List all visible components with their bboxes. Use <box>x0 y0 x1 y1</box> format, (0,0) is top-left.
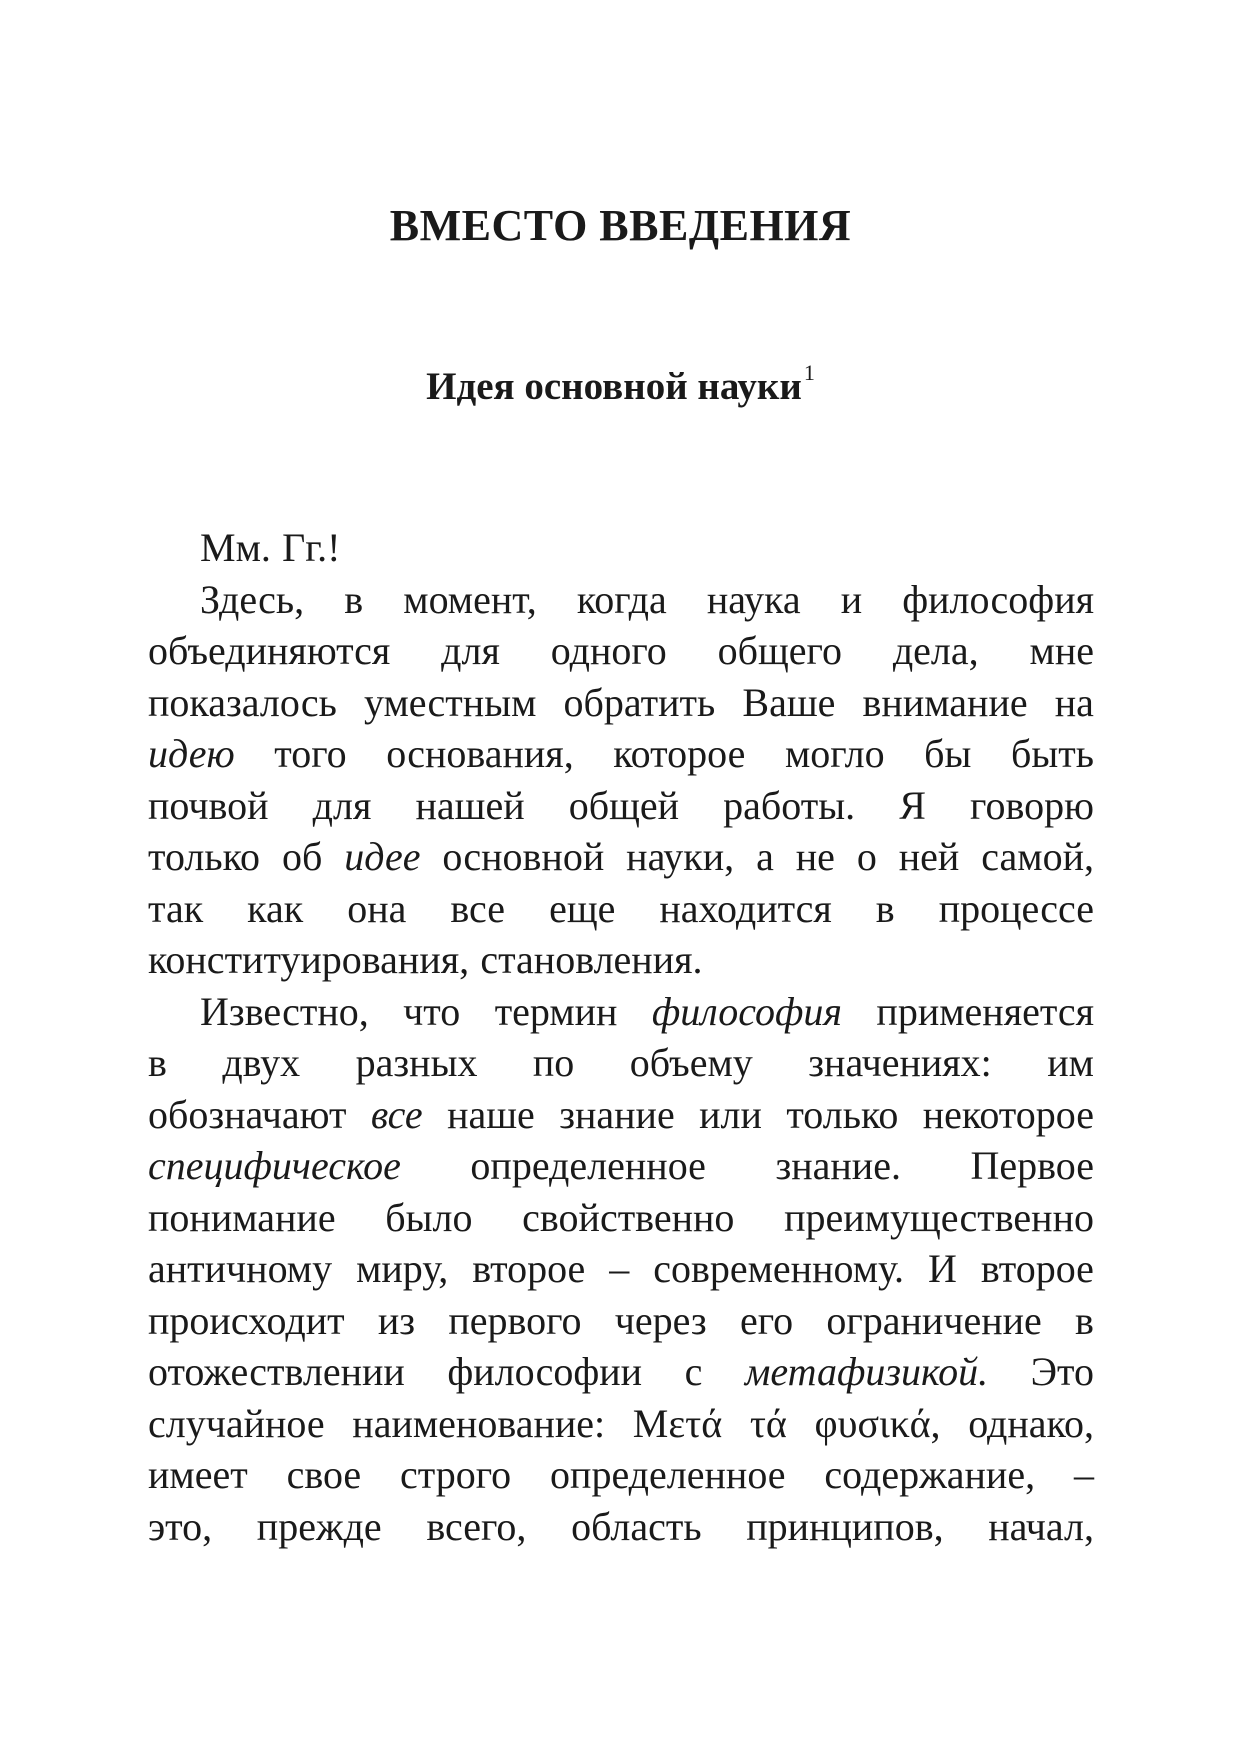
word: двух <box>222 1040 301 1085</box>
text-line <box>148 986 1094 1038</box>
emphasized-word: все <box>370 1091 423 1137</box>
word: миру, <box>356 1246 449 1291</box>
word: дела, <box>892 628 979 673</box>
word: объединяются <box>148 628 391 673</box>
emphasized-word: метафизикой. <box>744 1349 989 1394</box>
footnote-reference[interactable]: 1 <box>803 360 815 385</box>
word: которое <box>613 731 746 776</box>
text-line <box>148 1243 1094 1295</box>
word: имеет <box>148 1452 248 1497</box>
word: это, <box>148 1503 213 1549</box>
word: так <box>148 885 204 931</box>
text-line <box>148 1398 1094 1450</box>
word: Это <box>1030 1349 1094 1394</box>
text-line <box>148 677 1094 729</box>
word: τά <box>749 1400 787 1446</box>
word: содержание, <box>824 1452 1036 1497</box>
word: современному. <box>653 1246 905 1291</box>
word: процессе <box>938 885 1094 931</box>
word: наше <box>447 1091 535 1137</box>
word: могло <box>784 731 885 776</box>
word: с <box>684 1349 703 1394</box>
word: быть <box>1010 731 1094 776</box>
word: ограничение <box>826 1297 1042 1343</box>
emphasized-word: идею <box>148 731 235 776</box>
word: показалось <box>148 679 337 725</box>
chapter-title: ВМЕСТО ВВЕДЕНИЯ <box>389 201 852 250</box>
word: область <box>571 1503 702 1549</box>
text-line <box>148 625 1094 677</box>
word: по <box>532 1040 575 1085</box>
word: говорю <box>970 782 1094 828</box>
text-line <box>148 728 1094 780</box>
text-line <box>148 1295 1094 1347</box>
word: через <box>614 1297 707 1343</box>
word: прежде <box>256 1503 382 1549</box>
word: всего, <box>426 1503 527 1549</box>
word: определенное <box>550 1452 786 1497</box>
word: общего <box>717 628 842 673</box>
word: момент, <box>403 576 537 622</box>
word: обозначают <box>148 1091 347 1137</box>
word: для <box>441 628 500 673</box>
text-line <box>148 1089 1094 1141</box>
word: свойственно <box>522 1194 735 1240</box>
word: Известно, <box>200 988 369 1034</box>
word: второе <box>472 1246 586 1291</box>
text-line <box>148 1140 1094 1192</box>
word: когда <box>576 576 667 622</box>
word: наука <box>706 576 801 622</box>
word: преимущественно <box>784 1194 1094 1240</box>
word: Мм. <box>200 525 271 570</box>
word: Здесь, <box>200 576 305 622</box>
word: не <box>795 834 835 879</box>
word: им <box>1047 1040 1094 1085</box>
word: античному <box>148 1246 333 1291</box>
word: как <box>247 885 304 931</box>
word: свое <box>286 1452 362 1497</box>
word: – <box>609 1246 630 1291</box>
text-line <box>148 934 1094 986</box>
word: только <box>148 834 261 879</box>
word: Μετά <box>632 1400 723 1446</box>
word: общей <box>568 782 680 828</box>
word: φυσικά, <box>814 1400 941 1446</box>
word: основной <box>442 834 605 879</box>
word: первого <box>448 1297 582 1343</box>
word: в <box>1075 1297 1094 1343</box>
word: И <box>928 1246 957 1291</box>
word: все <box>450 885 506 931</box>
emphasized-word: идее <box>344 834 421 879</box>
word: и <box>840 576 863 622</box>
word: что <box>403 988 461 1034</box>
text-line <box>148 574 1094 626</box>
word: наименование: <box>352 1400 606 1446</box>
word: начал, <box>988 1503 1094 1549</box>
word: Я <box>899 782 926 828</box>
text-line <box>148 1192 1094 1244</box>
word: мне <box>1029 628 1094 673</box>
word: принципов, <box>746 1503 944 1549</box>
word: отожествлении <box>148 1349 405 1394</box>
word: для <box>312 782 372 828</box>
word: науки, <box>626 834 735 879</box>
word: основания, <box>386 731 574 776</box>
word: Первое <box>970 1143 1094 1188</box>
body-text <box>148 522 1094 1552</box>
text-line <box>148 831 1094 883</box>
word: почвой <box>148 782 269 828</box>
word: в <box>148 1040 167 1085</box>
word: из <box>377 1297 416 1343</box>
emphasized-word: специфическое <box>148 1143 401 1188</box>
text-line <box>148 883 1094 935</box>
word: термин <box>494 988 618 1034</box>
word: или <box>699 1091 762 1137</box>
word: еще <box>549 885 616 931</box>
word: философия <box>902 576 1094 622</box>
word: случайное <box>148 1400 325 1446</box>
word: Гг.! <box>282 525 341 570</box>
word: находится <box>659 885 832 931</box>
word: философии <box>447 1349 643 1394</box>
word: строго <box>400 1452 512 1497</box>
word: бы <box>924 731 972 776</box>
word: работы. <box>723 782 856 828</box>
text-line <box>148 1449 1094 1501</box>
word: объему <box>629 1040 753 1085</box>
word: некоторое <box>922 1091 1094 1137</box>
word: конституирования, <box>148 937 470 982</box>
word: – <box>1073 1452 1094 1497</box>
word: внимание <box>862 679 1028 725</box>
emphasized-word: философия <box>651 988 842 1034</box>
text-line <box>148 1501 1094 1553</box>
word: одного <box>550 628 667 673</box>
text-line <box>148 522 1094 574</box>
word: происходит <box>148 1297 345 1343</box>
word: определенное <box>470 1143 706 1188</box>
word: ней <box>898 834 960 879</box>
text-line <box>148 780 1094 832</box>
word: понимание <box>148 1194 336 1240</box>
word: обратить <box>563 679 716 725</box>
word: уместным <box>364 679 537 725</box>
word: знание <box>559 1091 675 1137</box>
word: разных <box>355 1040 478 1085</box>
word: самой, <box>981 834 1094 879</box>
word: становления. <box>480 937 703 982</box>
word: а <box>756 834 774 879</box>
word: в <box>344 576 364 622</box>
text-line <box>148 1037 1094 1089</box>
word: знание. <box>775 1143 901 1188</box>
word: было <box>385 1194 473 1240</box>
word: применяется <box>876 988 1094 1034</box>
text-line <box>148 1346 1094 1398</box>
word: только <box>786 1091 899 1137</box>
word: значениях: <box>808 1040 992 1085</box>
word: Ваше <box>742 679 836 725</box>
word: в <box>875 885 895 931</box>
word: второе <box>980 1246 1094 1291</box>
word: о <box>856 834 877 879</box>
word: нашей <box>415 782 525 828</box>
word: на <box>1054 679 1094 725</box>
word: того <box>274 731 347 776</box>
word: его <box>739 1297 794 1343</box>
section-title <box>0 360 1241 409</box>
word: она <box>347 885 407 931</box>
section-title-text: Идея основной науки <box>426 365 802 408</box>
word: об <box>281 834 323 879</box>
word: однако, <box>968 1400 1094 1446</box>
